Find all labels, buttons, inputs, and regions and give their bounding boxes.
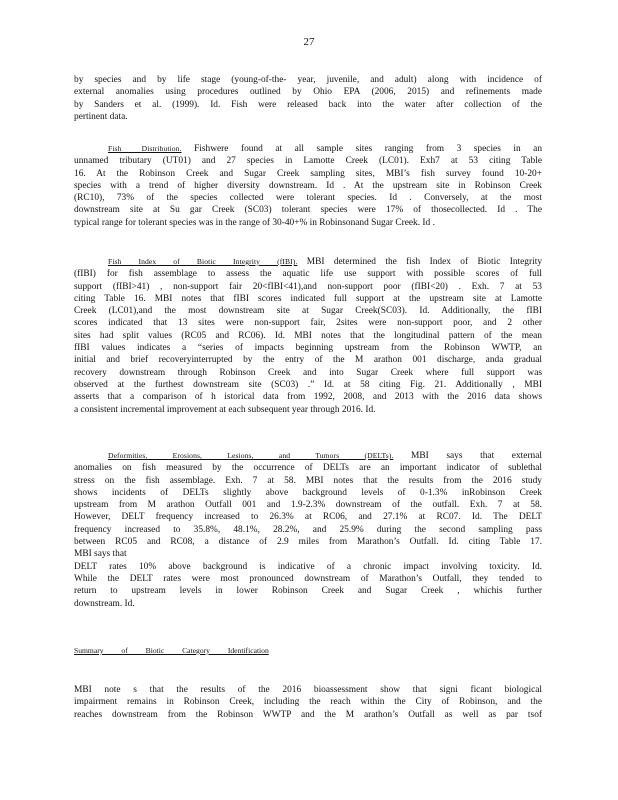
text-line: downstream site at Su gar Creek (SC03) tolerant species were 17% of thosecollected. Id . The <box>74 205 542 216</box>
text-line: MBI says that <box>74 549 127 560</box>
text-line: a consistent incremental improvement at each subsequent year through 2016. Id. <box>74 404 376 415</box>
text-line: asserts that a comparison of h istorical data from 1992, 2008, and 2013 with the 2016 data shows <box>74 392 542 403</box>
text-line: initial and brief recoveryinterrupted by the entry of the M arathon 001 discharge, anda gradual <box>74 355 542 366</box>
text-line: 16. At the Robinson Creek and Sugar Creek sampling sites, MBI’s fish survey found 10-20+ <box>74 168 542 179</box>
text-line: recovery downstream through Robinson Creek and into Sugar Creek where full support was <box>74 367 542 378</box>
text-line: However, DELT frequency increased to 26.3% at RC06, and 27.1% at RC07. Id. The DELT <box>74 512 542 523</box>
paragraph-delts <box>74 450 542 610</box>
text-line: citing Table 16. MBI notes that fIBI scores indicated full support at the upstream site at Lamotte <box>74 293 542 304</box>
text-line: by species and by life stage (young-of-the- year, juvenile, and adult) along with incidence of <box>74 75 542 85</box>
text-line: support (fIBI>41) , non-support fair 20<fIBI<41),and non-support poor (fIBI<20) . Exh. 7 at 53 <box>74 281 542 292</box>
text-line: MBI determined the fish Index of Biotic Integrity <box>306 257 543 267</box>
text-line: downstream. Id. <box>74 598 135 609</box>
text-line: observed at the furthest downstream site (SC03) .” Id. at 58 citing Fig. 21. Additionally , MBI <box>74 379 542 390</box>
text-line: fIBI values indicates a “series of impacts beginning upstream from the Robinson WWTP, an <box>74 343 542 354</box>
paragraph-summary <box>74 684 542 721</box>
text-line: anomalies on fish measured by the occurrence of DELTs are an important indicator of sublethal <box>74 463 542 474</box>
text-line: upstream from M arathon Outfall 001 and 1.9-2.3% downstream of the outfall. Exh. 7 at 58. <box>74 500 542 511</box>
page-number: 27 <box>303 36 315 48</box>
text-line: external anomalies using procedures outlined by Ohio EPA (2006, 2015) and refinements made <box>74 87 542 98</box>
text-line: DELT rates 10% above background is indicative of a chronic impact involving toxicity. Id. <box>74 561 542 572</box>
text-line: scores indicated that 13 sites were non-support fair, 2sites were non-support poor, and 2 other <box>74 318 542 329</box>
heading-fish-index: Fish Index of Biotic Integrity (fIBI). <box>108 257 298 266</box>
text-line: typical range for tolerant species was in the range of 30-40+% in Robinsonand Sugar Creek. Id . <box>74 217 435 228</box>
paragraph-fish-distribution <box>74 143 542 229</box>
text-line: MBI says that external <box>411 451 542 461</box>
text-line: reaches downstream from the Robinson WWTP and the M arathon’s Outfall as well as par tsof <box>74 709 542 720</box>
text-line: between RC05 and RC08, a distance of 2.9 miles from Marathon’s Outfall. Id. citing Table 17. <box>74 537 542 548</box>
paragraph-intro <box>74 74 542 123</box>
text-line: Fishwere found at all sample sites ranging from 3 species in an <box>194 144 543 154</box>
text-line: unnamed tributary (UT01) and 27 species in Lamotte Creek (LC01). Exh7 at 53 citing Table <box>74 156 542 167</box>
text-line: by Sanders et al. (1999). Id. Fish were released back into the water after collection of the <box>74 99 542 110</box>
text-line: Creek (LC01),and the most downstream site at Sugar Creek(SC03). Id. Additionally, the fIBI <box>74 306 542 317</box>
section-heading-summary: Summary of Biotic Category Identification <box>74 646 269 655</box>
text-line: pertinent data. <box>74 111 128 122</box>
heading-delts: Deformities, Erosions, Lesions, and Tumors (DELTs). <box>108 451 394 460</box>
text-line: (fIBI) for fish assemblage to assess the aquatic life use support with possible scores of full <box>74 269 542 280</box>
text-line: impairment remains in Robinson Creek, including the reach within the City of Robinson, and the <box>74 697 542 708</box>
text-line: MBI note s that the results of the 2016 bioassessment show that signi ficant biological <box>74 685 542 695</box>
heading-fish-distribution: Fish Distribution. <box>108 144 182 153</box>
paragraph-fish-index <box>74 256 542 416</box>
text-line: sites had split values (RC05 and RC06). Id. MBI notes that the longitudinal pattern of the mean <box>74 330 542 341</box>
text-line: species with a trend of higher diversity downstream. Id . At the upstream site in Robinson Creek <box>74 180 542 191</box>
text-line: stress on the fish assemblage. Exh. 7 at 58. MBI notes that the results from the 2016 study <box>74 475 542 486</box>
text-line: return to upstream levels in lower Robinson Creek and Sugar Creek , whichis further <box>74 586 542 597</box>
text-line: (RC10), 73% of the species collected were tolerant species. Id . Conversely, at the most <box>74 193 542 204</box>
text-line: frequency increased to 35.8%, 48.1%, 28.2%, and 25.9% during the second sampling pass <box>74 524 542 535</box>
text-line: shows incidents of DELTs slightly above background levels of 0-1.3% inRobinson Creek <box>74 487 542 498</box>
text-line: While the DELT rates were most pronounced downstream of Marathon’s Outfall, they tended to <box>74 573 542 584</box>
